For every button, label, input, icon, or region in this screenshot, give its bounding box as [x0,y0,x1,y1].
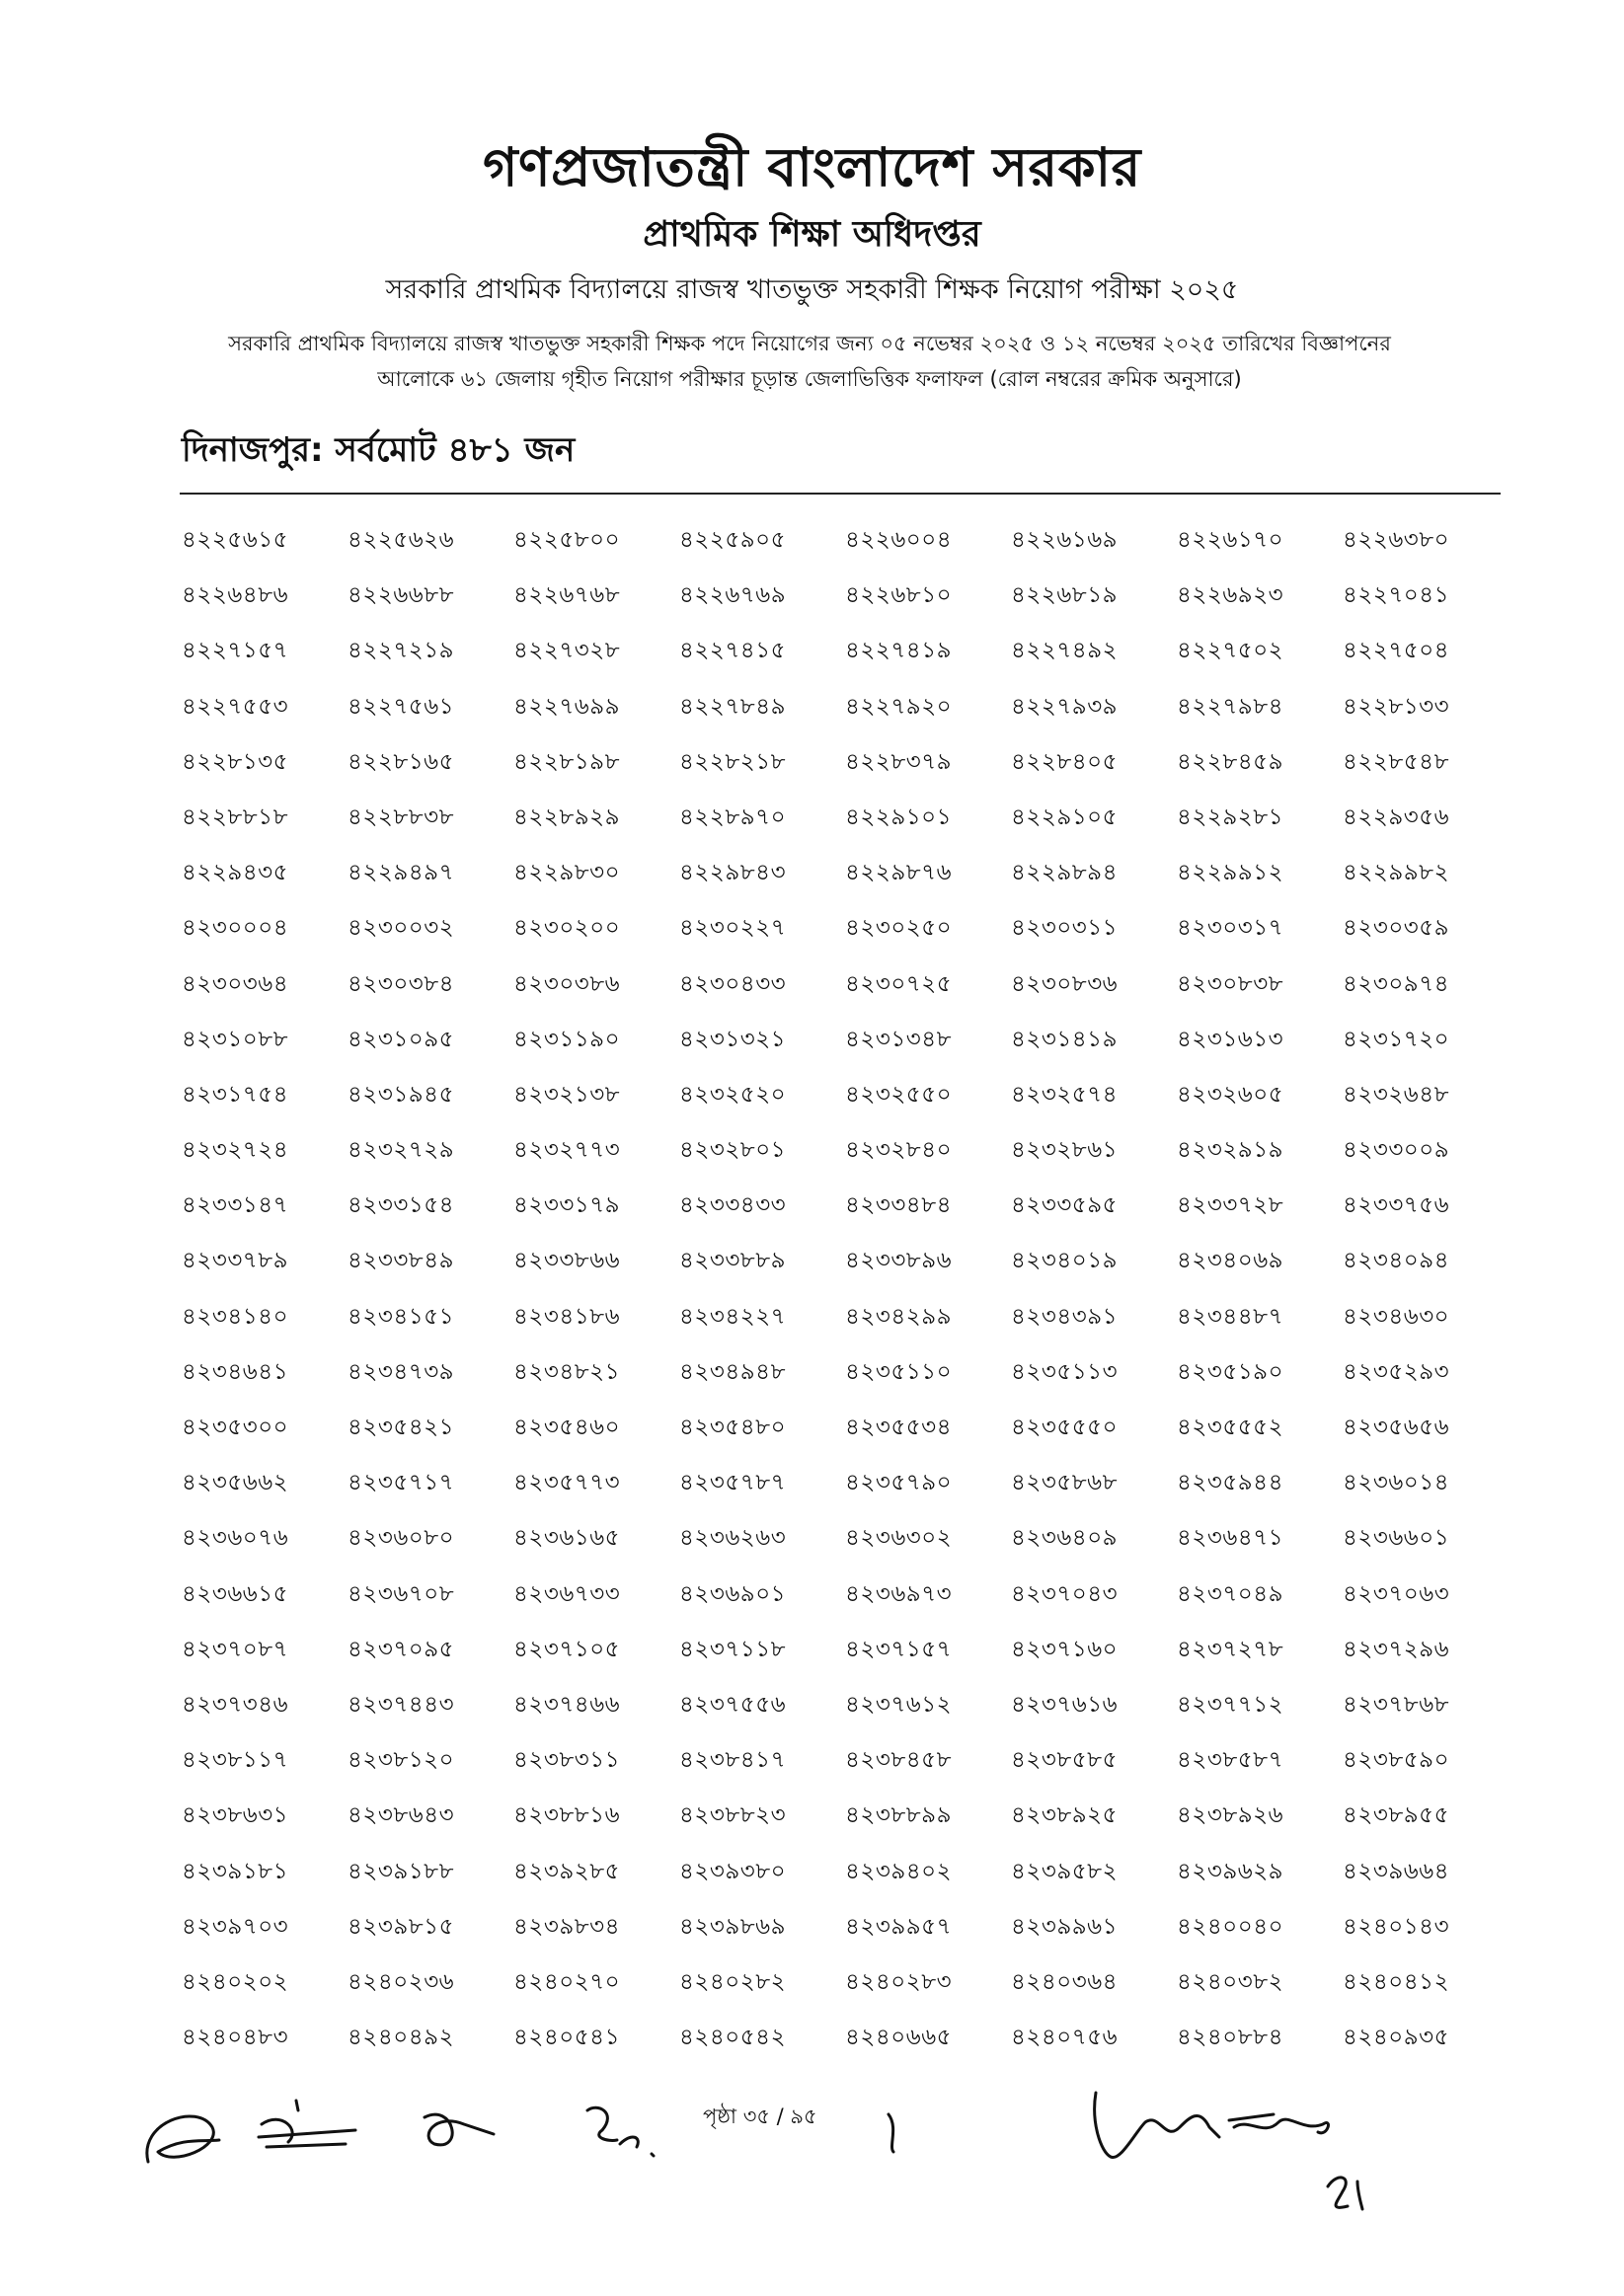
roll-number: ৪২২৮৩৭৯ [845,748,953,775]
roll-number: ৪২৩২৫২০ [679,1081,787,1108]
roll-number: ৪২৩৩৮৪৯ [348,1248,455,1274]
roll-number: ৪২৩৮৫৮৭ [1177,1747,1284,1774]
roll-number: ৪২৩৫১৯০ [1177,1358,1284,1385]
roll-number: ৪২৩৩১৭৯ [513,1192,621,1219]
roll-number: ৪২৩৪৪৮৭ [1177,1303,1284,1330]
roll-number: ৪২৩৫৭১৭ [348,1470,455,1496]
roll-number: ৪২৩৬৪০৯ [1011,1525,1119,1552]
roll-number: ৪২৩০৩৮৬ [513,970,621,997]
roll-number: ৪২৪০৩৮২ [1177,1968,1284,1995]
roll-number: ৪২৩৫৪২১ [348,1415,455,1440]
roll-number: ৪২৩০০৩২ [348,915,455,942]
roll-number: ৪২২৬৩৮০ [1343,527,1450,553]
roll-number: ৪২৩৯২৮৫ [513,1858,621,1884]
roll-number: ৪২২৬৮১০ [845,582,953,609]
roll-number: ৪২৪০৪৯২ [348,2025,455,2051]
signature-5 [889,2114,893,2152]
roll-number: ৪২২৭২১৯ [348,638,455,664]
roll-number: ৪২৩৯৮১৫ [348,1913,455,1940]
roll-number: ৪২৩৫৯৪৪ [1177,1470,1284,1496]
roll-number: ৪২৩৫৭৯০ [845,1470,953,1496]
roll-number: ৪২৩৯৩৮০ [679,1858,787,1884]
roll-number: ৪২৩৭৬১৬ [1011,1691,1119,1718]
roll-number: ৪২২৬৯২৩ [1177,582,1284,609]
roll-number: ৪২৩৪১৫১ [348,1303,455,1330]
roll-number: ৪২৩৭১৬০ [1011,1636,1119,1662]
roll-number: ৪২৩৮৮১৬ [513,1802,621,1829]
roll-number: ৪২৩২৭২৯ [348,1137,455,1164]
roll-number: ৪২২৮৫৪৮ [1343,748,1450,775]
roll-number: ৪২৩৪৩৯১ [1011,1303,1119,1330]
roll-number: ৪২৩০৮৩৬ [1011,970,1119,997]
roll-number: ৪২৩৪০৯৪ [1343,1248,1450,1274]
roll-number: ৪২৪০০৪০ [1177,1913,1284,1940]
roll-number: ৪২৪০২৮৩ [845,1968,953,1995]
signature-1 [147,2116,219,2162]
roll-number: ৪২৩১৯৪৫ [348,1081,455,1108]
roll-number: ৪২২৫৮০০ [513,527,621,553]
roll-number: ৪২৩১৭৫৪ [182,1081,289,1108]
roll-number: ৪২২৯৯৮২ [1343,860,1450,886]
roll-number: ৪২৩২৬০৫ [1177,1081,1284,1108]
roll-number: ৪২৩৫৫৩৪ [845,1415,953,1440]
roll-number: ৪২৪০৫৪১ [513,2025,621,2051]
roll-number: ৪২৩৮৫৯০ [1343,1747,1450,1774]
roll-number: ৪২৩৯৭০৩ [182,1913,289,1940]
roll-number: ৪২২৭৬৯৯ [513,693,621,720]
roll-number: ৪২৩৫৫৫২ [1177,1415,1284,1440]
roll-number: ৪২২৬৮১৯ [1011,582,1119,609]
roll-number: ৪২৩১৩৪৮ [845,1026,953,1052]
roll-number: ৪২২৬০০৪ [845,527,953,553]
roll-number: ৪২৪০৪১২ [1343,1968,1450,1995]
roll-number: ৪২৪০৬৬৫ [845,2025,953,2051]
roll-number: ৪২৩৫৫৫০ [1011,1415,1119,1440]
signature-7 [1229,2114,1328,2133]
roll-number: ৪২২৭৯৮৪ [1177,693,1284,720]
roll-number: ৪২৩৬৯০১ [679,1580,787,1607]
roll-number: ৪২৩০৭২৫ [845,970,953,997]
roll-number: ৪২৪০২৮২ [679,1968,787,1995]
roll-number: ৪২২৭৩২৮ [513,638,621,664]
roll-number: ৪২৩৩৮৮৯ [679,1248,787,1274]
roll-number: ৪২২৭৪১৯ [845,638,953,664]
roll-number: ৪২৩৮৯৫৫ [1343,1802,1450,1829]
roll-number: ৪২২৮১৬৫ [348,748,455,775]
roll-number: ৪২২৭৫০৪ [1343,638,1450,664]
roll-number: ৪২৩১০৯৫ [348,1026,455,1052]
signature-8 [1328,2178,1362,2209]
roll-number: ৪২৩৮৪১৭ [679,1747,787,1774]
roll-number: ৪২২৮৯৭০ [679,804,787,830]
roll-number: ৪২২৯৪৯৭ [348,860,455,886]
roll-number: ৪২৩৬১৬৫ [513,1525,621,1552]
roll-number: ৪২২৮৯২৯ [513,804,621,830]
roll-number: ৪২৪০২০২ [182,1968,289,1995]
roll-number: ৪২৩০২০০ [513,915,621,942]
roll-number: ৪২৩৭০৮৭ [182,1636,289,1662]
signature-4 [587,2107,654,2156]
roll-number: ৪২৩৪১৪০ [182,1303,289,1330]
roll-number: ৪২৩৭৬১২ [845,1691,953,1718]
roll-number: ৪২৩৬০৮০ [348,1525,455,1552]
roll-number: ৪২৩৭৫৫৬ [679,1691,787,1718]
roll-number: ৪২৩১১৯০ [513,1026,621,1052]
roll-number: ৪২২৯৮৪৩ [679,860,787,886]
roll-number: ৪২২৯৯১২ [1177,860,1284,886]
roll-number: ৪২৩৭০৬৩ [1343,1580,1450,1607]
roll-number: ৪২২৭৯৩৯ [1011,693,1119,720]
roll-number: ৪২২৬৭৬৯ [679,582,787,609]
roll-number: ৪২৩০২৫০ [845,915,953,942]
roll-number: ৪২৪০৫৪২ [679,2025,787,2051]
roll-number: ৪২৩৯১৮৮ [348,1858,455,1884]
roll-number: ৪২৩২১৩৮ [513,1081,621,1108]
roll-number: ৪২৩৫৪৮০ [679,1415,787,1440]
roll-number: ৪২৩৪০১৯ [1011,1248,1119,1274]
divider [180,493,1501,495]
roll-number: ৪২৩৩৭২৮ [1177,1192,1284,1219]
roll-number: ৪২৩৮৬৪৩ [348,1802,455,1829]
roll-number: ৪২৩৩১৫৪ [348,1192,455,1219]
roll-number: ৪২২৫৯০৫ [679,527,787,553]
roll-number: ৪২৩২৭৭৩ [513,1137,621,1164]
roll-number: ৪২৩৭২৭৮ [1177,1636,1284,1662]
roll-number: ৪২৩২৭২৪ [182,1137,289,1164]
signature-3 [425,2114,494,2145]
roll-number: ৪২৩৪৭৩৯ [348,1358,455,1385]
roll-number: ৪২৩৪১৮৬ [513,1303,621,1330]
roll-number: ৪২৩০৮৩৮ [1177,970,1284,997]
roll-number: ৪২২৭৪৯২ [1011,638,1119,664]
roll-number: ৪২৩৯৪০২ [845,1858,953,1884]
roll-number: ৪২৩৭৩৪৬ [182,1691,289,1718]
roll-number: ৪২৩৩৪৩৩ [679,1192,787,1219]
roll-number: ৪২৩৬৯৭৩ [845,1580,953,1607]
roll-number: ৪২৩৭১৫৭ [845,1636,953,1662]
roll-number: ৪২৩০৩৬৪ [182,970,289,997]
roll-number: ৪২৩৯১৮১ [182,1858,289,1884]
roll-number: ৪২৩৬৬১৫ [182,1580,289,1607]
roll-number: ৪২২৮৮৩৮ [348,804,455,830]
department-title: প্রাথমিক শিক্ষা অধিদপ্তর [643,214,981,255]
roll-number: ৪২৩৪২৯৯ [845,1303,953,1330]
roll-number: ৪২২৯৩৫৬ [1343,804,1450,830]
roll-number: ৪২৪০২৩৬ [348,1968,455,1995]
roll-number: ৪২২৯৮৭৬ [845,860,953,886]
roll-number: ৪২৩১৬১৩ [1177,1026,1284,1052]
roll-number: ৪২৩৫৬৫৬ [1343,1415,1450,1440]
roll-number: ৪২৩৭৪৬৬ [513,1691,621,1718]
roll-number: ৪২২৭৮৪৯ [679,693,787,720]
roll-number: ৪২৩৮৮৯৯ [845,1802,953,1829]
page-number: পৃষ্ঠা ৩৫ / ৯৫ [703,2105,817,2128]
roll-number: ৪২২৫৬২৬ [348,527,455,553]
roll-number: ৪২২৬১৭০ [1177,527,1284,553]
roll-number: ৪২৩৬০১৪ [1343,1470,1450,1496]
roll-number: ৪২২৬১৬৯ [1011,527,1119,553]
roll-number-grid [182,525,1495,2078]
roll-number: ৪২২৯৮৩০ [513,860,621,886]
roll-number: ৪২২৭৫৬১ [348,693,455,720]
roll-number: ৪২৩৩৫৯৫ [1011,1192,1119,1219]
roll-number: ৪২২৯৮৯৪ [1011,860,1119,886]
roll-number: ৪২২৭৫৫৩ [182,693,289,720]
roll-number: ৪২৩২৯১৯ [1177,1137,1284,1164]
roll-number: ৪২৩২৫৫০ [845,1081,953,1108]
roll-number: ৪২৩৯৮৩৪ [513,1913,621,1940]
roll-number: ৪২৪০২৭০ [513,1968,621,1995]
exam-title: সরকারি প্রাথমিক বিদ্যালয়ে রাজস্ব খাতভুক্ত সহকারী শিক্ষক নিয়োগ পরীক্ষা ২০২৫ [385,274,1239,305]
roll-number: ৪২৩০৩৮৪ [348,970,455,997]
roll-number: ৪২৩৮৫৮৫ [1011,1747,1119,1774]
roll-number: ৪২৩৭৭১২ [1177,1691,1284,1718]
roll-number: ৪২৩২৬৪৮ [1343,1081,1450,1108]
roll-number: ৪২২৮৪৫৯ [1177,748,1284,775]
roll-number: ৪২২৭৪১৫ [679,638,787,664]
roll-number: ৪২৩৭০৪৯ [1177,1580,1284,1607]
roll-number: ৪২৩৫৭৮৭ [679,1470,787,1496]
government-title: গণপ্রজাতন্ত্রী বাংলাদেশ সরকার [483,136,1141,198]
roll-number: ৪২৩৭০৯৫ [348,1636,455,1662]
roll-number: ৪২৪০৯৩৫ [1343,2025,1450,2051]
roll-number: ৪২৩৬৬০১ [1343,1525,1450,1552]
roll-number: ৪২৩৮৮২৩ [679,1802,787,1829]
roll-number: ৪২৩২৮০১ [679,1137,787,1164]
roll-number: ৪২৩০৩১৭ [1177,915,1284,942]
roll-number: ৪২৩২৮৬১ [1011,1137,1119,1164]
roll-number: ৪২৩৯৯৬১ [1011,1913,1119,1940]
roll-number: ৪২২৮২১৮ [679,748,787,775]
roll-number: ৪২৩৬৭০৮ [348,1580,455,1607]
roll-number: ৪২৩৪৬৪১ [182,1358,289,1385]
roll-number: ৪২৩১৩২১ [679,1026,787,1052]
roll-number: ৪২৩৩০০৯ [1343,1137,1450,1164]
roll-number: ৪২৩৪৬৩০ [1343,1303,1450,1330]
roll-number: ৪২২৬৬৮৮ [348,582,455,609]
roll-number: ৪২৩৩৮৯৬ [845,1248,953,1274]
roll-number: ৪২৩৪২২৭ [679,1303,787,1330]
roll-number: ৪২৩৩৮৬৬ [513,1248,621,1274]
roll-number: ৪২৩৭১০৫ [513,1636,621,1662]
signature-6 [1095,2093,1219,2158]
roll-number: ৪২৩৩৭৮৯ [182,1248,289,1274]
roll-number: ৪২৩৫৬৬২ [182,1470,289,1496]
roll-number: ৪২২৬৭৬৮ [513,582,621,609]
roll-number: ৪২৩৩৪৮৪ [845,1192,953,1219]
roll-number: ৪২২৯৪৩৫ [182,860,289,886]
roll-number: ৪২৩৫৮৬৮ [1011,1470,1119,1496]
roll-number: ৪২২৯১০১ [845,804,953,830]
roll-number: ৪২২৮১৩৫ [182,748,289,775]
roll-number: ৪২৩৭২৯৬ [1343,1636,1450,1662]
roll-number: ৪২৪০৮৮৪ [1177,2025,1284,2051]
roll-number: ৪২২৭৫০২ [1177,638,1284,664]
roll-number: ৪২৩১৭২০ [1343,1026,1450,1052]
roll-number: ৪২২৯২৮১ [1177,804,1284,830]
roll-number: ৪২৩৮১১৭ [182,1747,289,1774]
roll-number: ৪২৩৫৪৬০ [513,1415,621,1440]
roll-number: ৪২৩৬৭৩৩ [513,1580,621,1607]
roll-number: ৪২৩৬০৭৬ [182,1525,289,1552]
roll-number: ৪২৩৯৫৮২ [1011,1858,1119,1884]
roll-number: ৪২৩৫১১০ [845,1358,953,1385]
roll-number: ৪২২৮১৩৩ [1343,693,1450,720]
roll-number: ৪২৩৬৪৭১ [1177,1525,1284,1552]
roll-number: ৪২৪০৭৫৬ [1011,2025,1119,2051]
roll-number: ৪২৩০৯৭৪ [1343,970,1450,997]
roll-number: ৪২২৯১০৫ [1011,804,1119,830]
roll-number: ৪২৩৩৭৫৬ [1343,1192,1450,1219]
roll-number: ৪২২৮৮১৮ [182,804,289,830]
roll-number: ৪২৩৭০৪৩ [1011,1580,1119,1607]
roll-number: ৪২৩৮৯২৬ [1177,1802,1284,1829]
roll-number: ৪২৩৯৯৫৭ [845,1913,953,1940]
roll-number: ৪২৩৯৬২৯ [1177,1858,1284,1884]
roll-number: ৪২৩৮৯২৫ [1011,1802,1119,1829]
roll-number: ৪২৩৩১৪৭ [182,1192,289,1219]
roll-number: ৪২৩১০৮৮ [182,1026,289,1052]
roll-number: ৪২৩৫১১৩ [1011,1358,1119,1385]
roll-number: ৪২৩৪৮২১ [513,1358,621,1385]
roll-number: ৪২২৭০৪১ [1343,582,1450,609]
roll-number: ৪২৩০৩১১ [1011,915,1119,942]
notice-line-1: সরকারি প্রাথমিক বিদ্যালয়ে রাজস্ব খাতভুক্ত সহকারী শিক্ষক পদে নিয়োগের জন্য ০৫ নভেম্বর ২০২৫ ও ১২ নভেম্বর ২০২৫ তারিখের বিজ্ঞাপনের [228,332,1391,355]
roll-number: ৪২৩৮৩১১ [513,1747,621,1774]
roll-number: ৪২৩৭৮৬৮ [1343,1691,1450,1718]
roll-number: ৪২৩৫৩০০ [182,1415,289,1440]
roll-number: ৪২৪০১৪৩ [1343,1913,1450,1940]
roll-number: ৪২৩৮১২০ [348,1747,455,1774]
roll-number: ৪২৩২৫৭৪ [1011,1081,1119,1108]
roll-number: ৪২৩৭১১৮ [679,1636,787,1662]
roll-number: ৪২২৭১৫৭ [182,638,289,664]
roll-number: ৪২৪০৩৬৪ [1011,1968,1119,1995]
roll-number: ৪২৩৭৪৪৩ [348,1691,455,1718]
roll-number: ৪২৩৫৭৭৩ [513,1470,621,1496]
roll-number: ৪২২৫৬১৫ [182,527,289,553]
roll-number: ৪২২৬৪৮৬ [182,582,289,609]
district-heading: দিনাজপুর: সর্বমোট ৪৮১ জন [182,430,576,470]
roll-number: ৪২৩০০০৪ [182,915,289,942]
roll-number: ৪২৩৬২৬৩ [679,1525,787,1552]
roll-number: ৪২৩৮৪৫৮ [845,1747,953,1774]
roll-number: ৪২৩০৪৩৩ [679,970,787,997]
result-notice [173,326,1446,397]
roll-number: ৪২৩৬৩০২ [845,1525,953,1552]
roll-number: ৪২৩৮৬৩১ [182,1802,289,1829]
roll-number: ৪২৩৯৬৬৪ [1343,1858,1450,1884]
roll-number: ৪২৩৪০৬৯ [1177,1248,1284,1274]
roll-number: ৪২৩১৪১৯ [1011,1026,1119,1052]
notice-line-2: আলোকে ৬১ জেলায় গৃহীত নিয়োগ পরীক্ষার চূড়ান্ত জেলাভিত্তিক ফলাফল (রোল নম্বরের ক্রমিক অনুসারে) [377,367,1242,391]
roll-number: ৪২৩২৮৪০ [845,1137,953,1164]
roll-number: ৪২৩০২২৭ [679,915,787,942]
signature-2 [259,2101,355,2147]
roll-number: ৪২২৭৯২০ [845,693,953,720]
roll-number: ৪২৪০৪৮৩ [182,2025,289,2051]
roll-number: ৪২৩০৩৫৯ [1343,915,1450,942]
roll-number: ৪২৩৪৯৪৮ [679,1358,787,1385]
roll-number: ৪২৩৫২৯৩ [1343,1358,1450,1385]
roll-number: ৪২৩৯৮৬৯ [679,1913,787,1940]
roll-number: ৪২২৮৪০৫ [1011,748,1119,775]
roll-number: ৪২২৮১৯৮ [513,748,621,775]
